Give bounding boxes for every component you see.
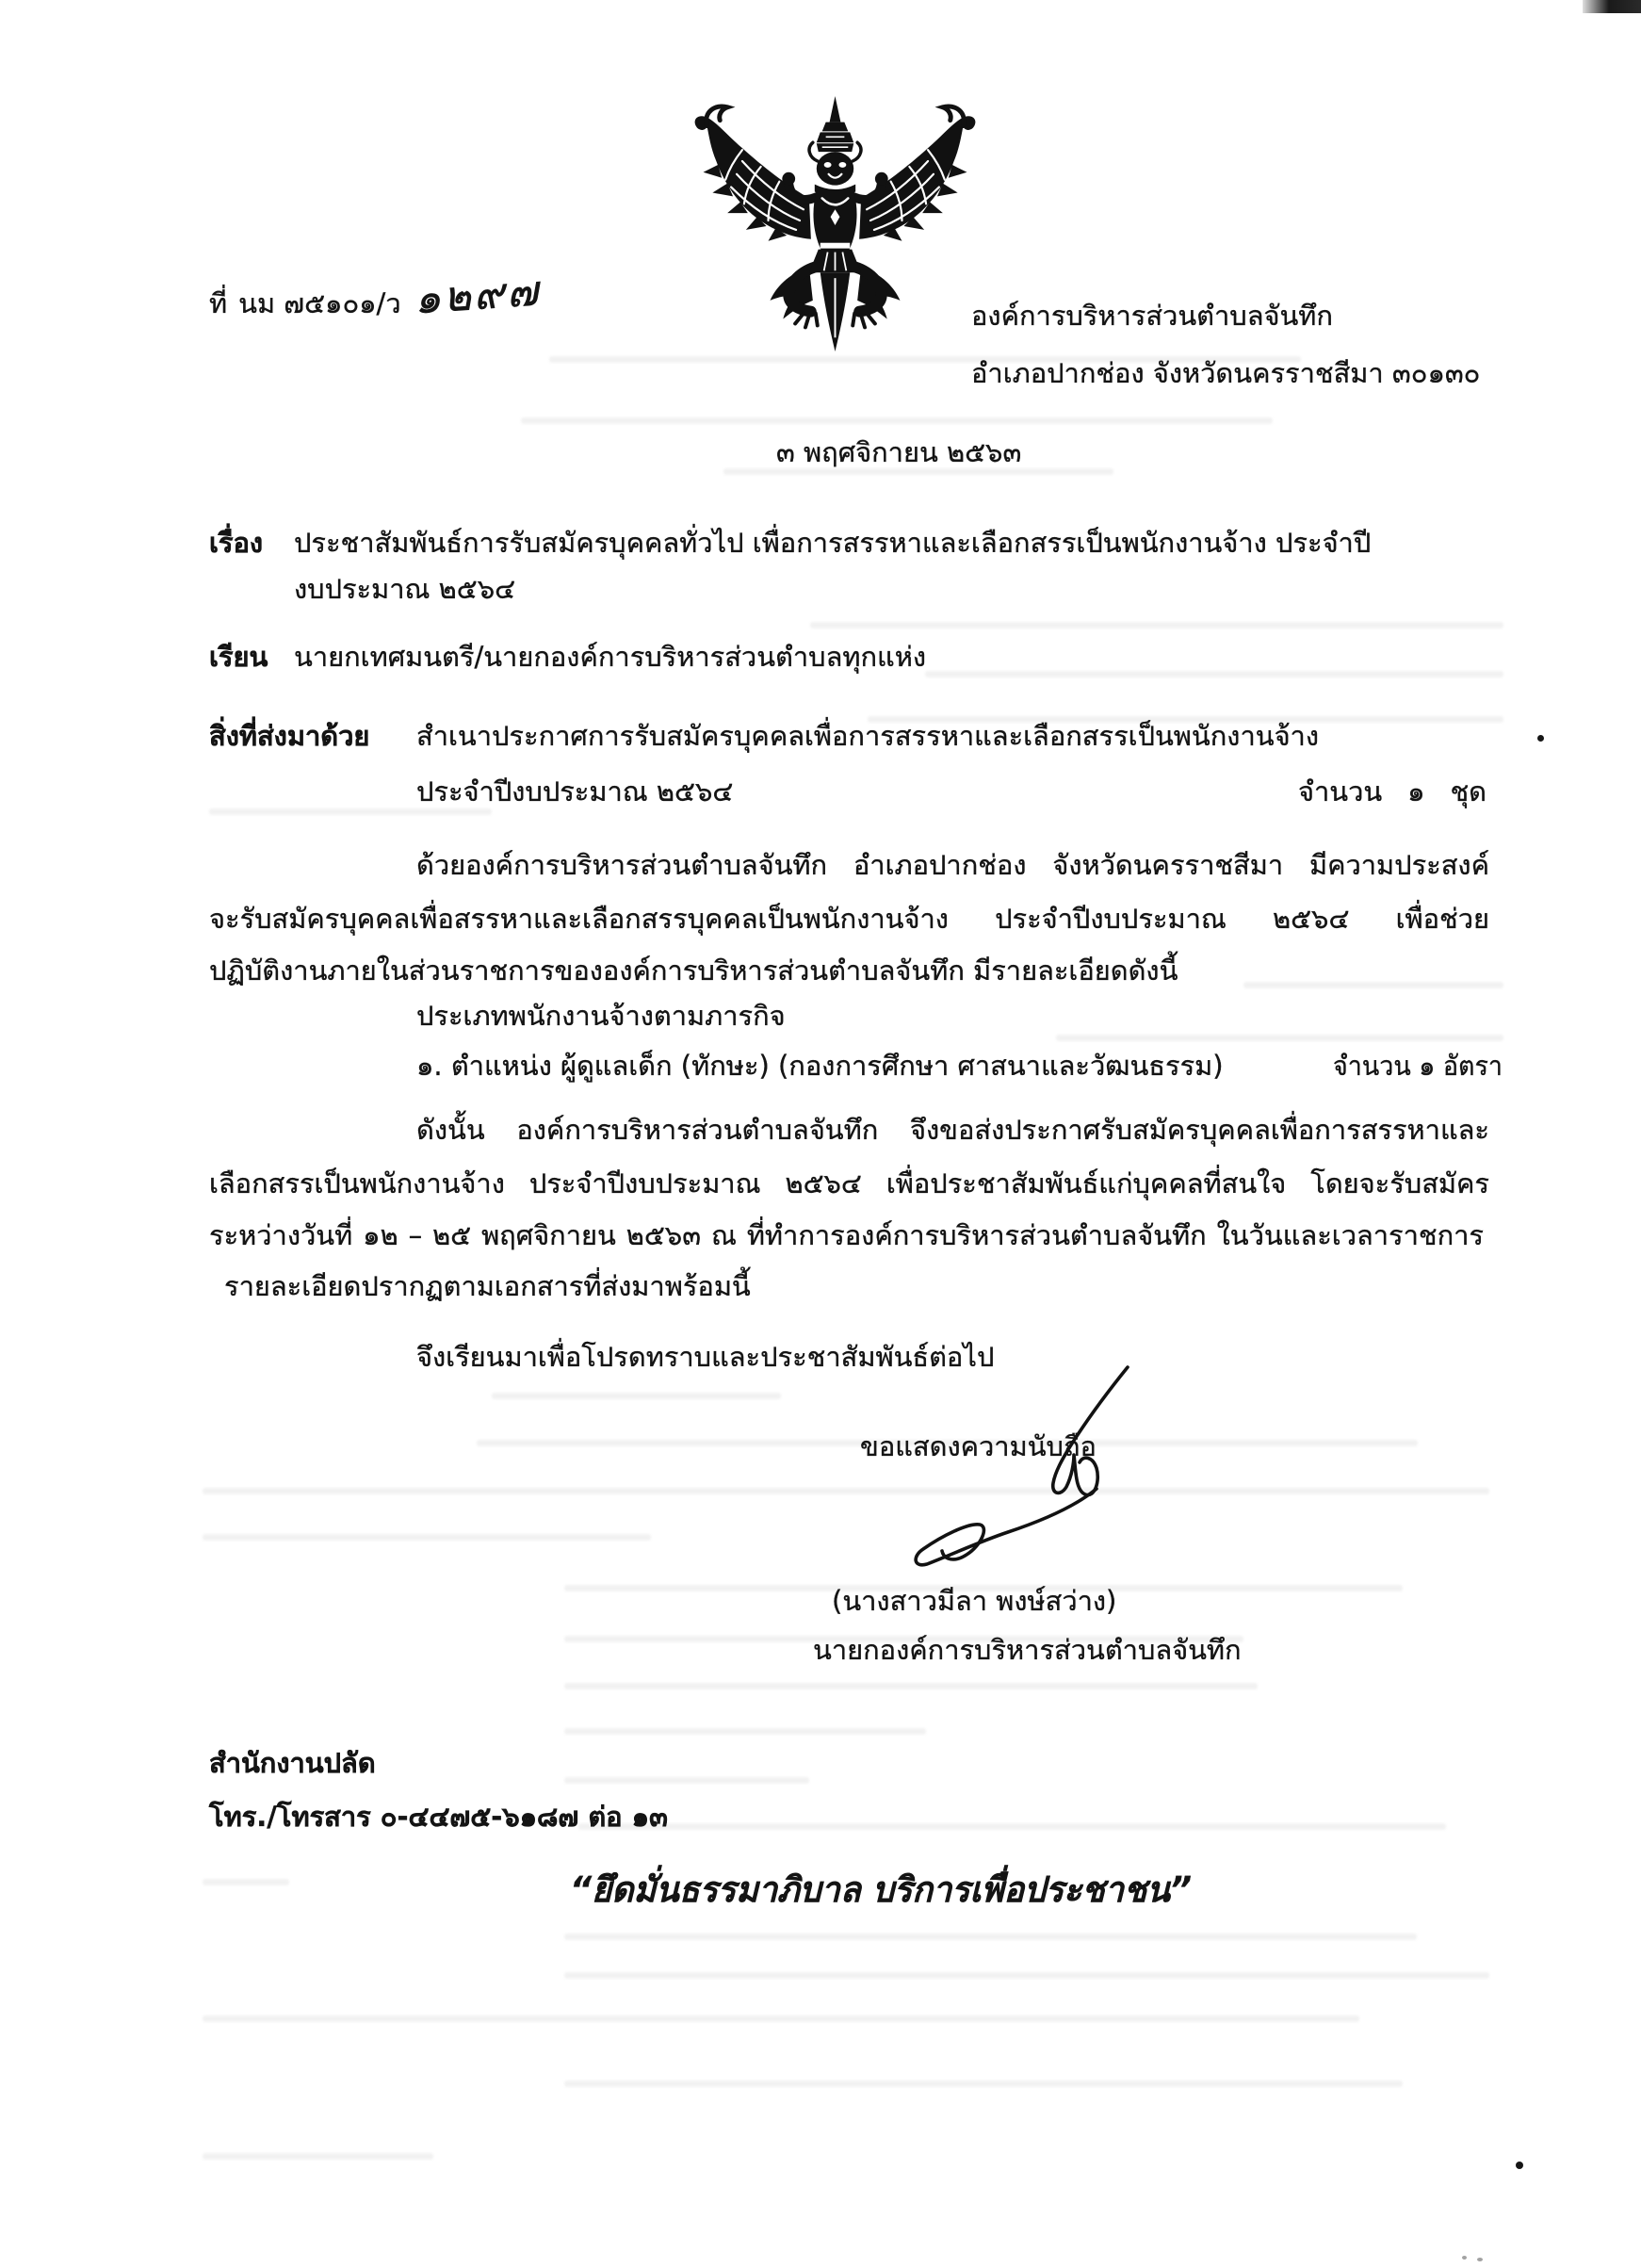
- show-through-mark: [521, 417, 1273, 424]
- reference-label: ที่: [209, 287, 228, 319]
- letter-date: ๓ พฤศจิกายน ๒๕๖๓: [776, 436, 1022, 468]
- body-line: ระหว่างวันที่ ๑๒ – ๒๕ พฤศจิกายน ๒๕๖๓ ณ ที่ทำการองค์การบริหารส่วนตำบลจันทึก ในวันและเวลาราชการ: [209, 1219, 1484, 1251]
- handwritten-signature: [895, 1357, 1149, 1583]
- closing-sentence: จึงเรียนมาเพื่อโปรดทราบและประชาสัมพันธ์ต่อไป: [416, 1341, 995, 1373]
- garuda-emblem-icon: [684, 94, 986, 354]
- enclosure-line: ประจำปีงบประมาณ ๒๕๖๔: [416, 775, 734, 808]
- body-line: รายละเอียดปรากฏตามเอกสารที่ส่งมาพร้อมนี้: [224, 1270, 751, 1302]
- employment-category: ประเภทพนักงานจ้างตามภารกิจ: [416, 1000, 786, 1032]
- show-through-mark: [564, 1683, 1258, 1689]
- contact-phone: โทร./โทรสาร ๐-๔๔๗๕-๖๑๘๗ ต่อ ๑๓: [209, 1801, 668, 1833]
- position-item: ๑. ตำแหน่ง ผู้ดูแลเด็ก (ทักษะ) (กองการศึกษา ศาสนาและวัฒนธรรม): [416, 1050, 1224, 1082]
- show-through-mark: [492, 1393, 781, 1399]
- issuer-address: อำเภอปากช่อง จังหวัดนครราชสีมา ๓๐๑๓๐: [971, 357, 1481, 389]
- show-through-mark: [203, 1534, 651, 1541]
- subject-line: งบประมาณ ๒๕๖๔: [294, 573, 516, 605]
- enclosure-label: สิ่งที่ส่งมาด้วย: [209, 720, 370, 752]
- slogan: “ยึดมั่นธรรมาภิบาล บริการเพื่อประชาชน”: [570, 1869, 1192, 1910]
- addressee-text: นายกเทศมนตรี/นายกองค์การบริหารส่วนตำบลทุกแห่ง: [294, 641, 926, 673]
- show-through-mark: [564, 1777, 809, 1784]
- show-through-mark: [203, 1879, 289, 1885]
- body-line: เลือกสรรเป็นพนักงานจ้าง ประจำปีงบประมาณ ๒๕๖๔ เพื่อประชาสัมพันธ์แก่บุคคลที่สนใจ โดยจะรับสมัคร: [209, 1167, 1489, 1199]
- addressee-label: เรียน: [209, 641, 268, 673]
- subject-line: ประชาสัมพันธ์การรับสมัครบุคคลทั่วไป เพื่อการสรรหาและเลือกสรรเป็นพนักงานจ้าง ประจำปี: [294, 527, 1372, 559]
- position-quantity: จำนวน ๑ อัตรา: [1333, 1050, 1503, 1082]
- show-through-mark: [578, 1823, 1446, 1830]
- show-through-mark: [1056, 1035, 1503, 1041]
- body-line: จะรับสมัครบุคคลเพื่อสรรหาและเลือกสรรบุคคลเป็นพนักงานจ้าง ประจำปีงบประมาณ ๒๕๖๔ เพื่อช่วย: [209, 903, 1489, 935]
- show-through-mark: [564, 1934, 1417, 1940]
- body-line: ปฏิบัติงานภายในส่วนราชการขององค์การบริหารส่วนตำบลจันทึก มีรายละเอียดดังนี้: [209, 955, 1178, 987]
- show-through-mark: [564, 2080, 1403, 2087]
- show-through-mark: [925, 671, 1503, 677]
- issuing-office: สำนักงานปลัด: [209, 1747, 376, 1779]
- show-through-mark: [203, 1488, 1489, 1494]
- reference-number: นม ๗๕๑๐๑/ว: [238, 287, 401, 319]
- show-through-mark: [564, 1972, 1489, 1979]
- show-through-mark: [1243, 982, 1503, 988]
- show-through-mark: [810, 622, 1503, 628]
- body-line: ดังนั้น องค์การบริหารส่วนตำบลจันทึก จึงขอส่งประกาศรับสมัครบุคคลเพื่อการสรรหาและ: [416, 1114, 1489, 1146]
- issuer-name: องค์การบริหารส่วนตำบลจันทึก: [971, 300, 1333, 332]
- show-through-mark: [203, 2153, 433, 2160]
- reference-line: [209, 267, 543, 326]
- enclosure-line: สำเนาประกาศการรับสมัครบุคคลเพื่อการสรรหาและเลือกสรรเป็นพนักงานจ้าง: [416, 720, 1320, 752]
- salutation: ขอแสดงความนับถือ: [860, 1430, 1097, 1462]
- scan-edge-mark: [1583, 0, 1641, 13]
- subject-label: เรื่อง: [209, 527, 264, 559]
- scan-speck: [1537, 735, 1544, 742]
- show-through-mark: [203, 2015, 1359, 2022]
- body-line: ด้วยองค์การบริหารส่วนตำบลจันทึก อำเภอปากช่อง จังหวัดนครราชสีมา มีความประสงค์: [416, 849, 1489, 881]
- reference-handwritten-number: ๑๒๙๗: [412, 267, 543, 324]
- scan-speck: [1516, 2162, 1523, 2169]
- show-through-mark: [564, 1728, 926, 1735]
- scan-speck: [1462, 2256, 1467, 2260]
- scan-speck: [1477, 2258, 1483, 2261]
- enclosure-quantity: จำนวน ๑ ชุด: [1298, 775, 1487, 808]
- signer-title: นายกองค์การบริหารส่วนตำบลจันทึก: [813, 1634, 1242, 1666]
- signer-name: (นางสาวมีลา พงษ์สว่าง): [832, 1585, 1117, 1617]
